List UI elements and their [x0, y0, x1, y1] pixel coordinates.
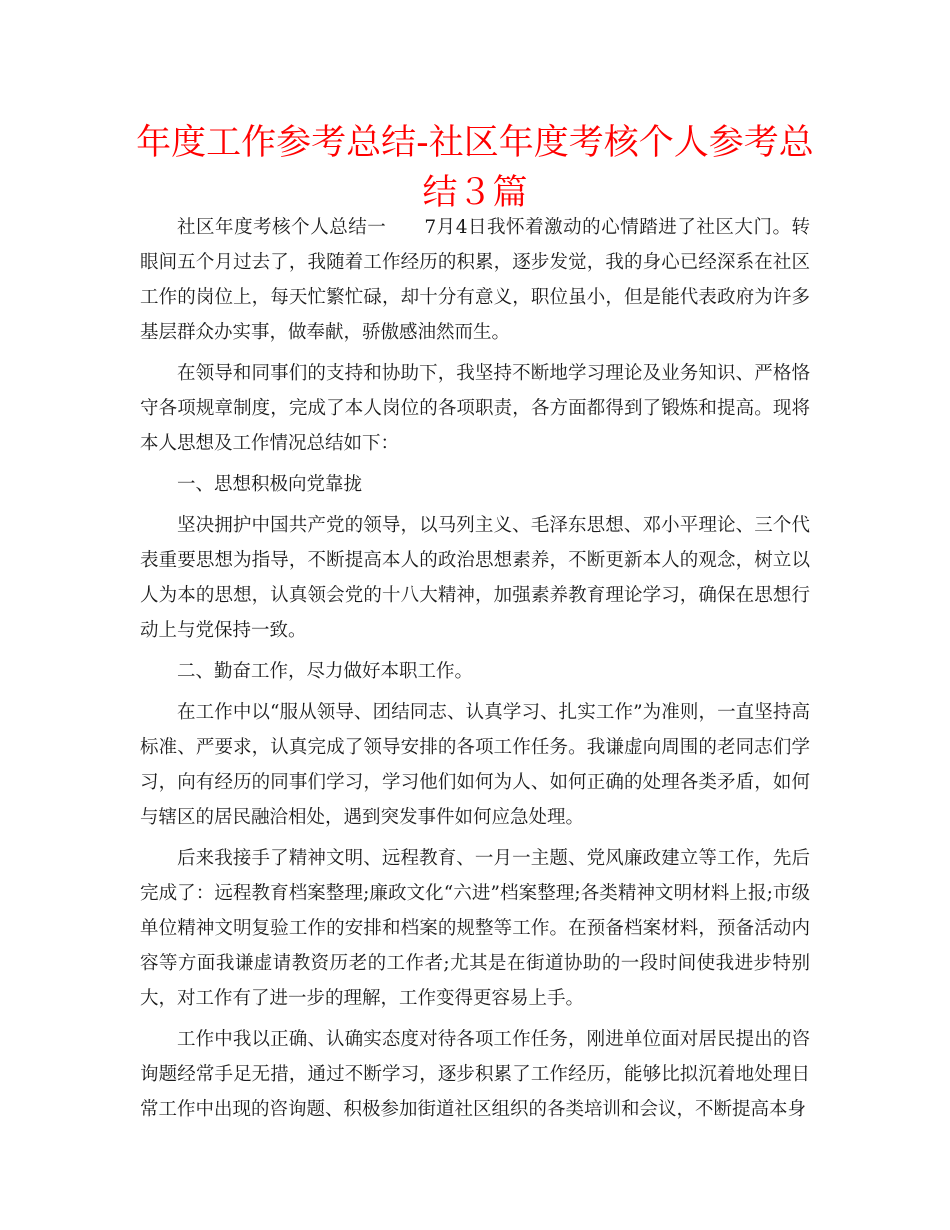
paragraph-tasks: 后来我接手了精神文明、远程教育、一月一主题、党风廉政建立等工作，先后完成了：远程教育档案整理;廉政文化“六进”档案整理;各类精神文明材料上报;市级单位精神文明复验工作的安排和档案的规整等工作。在预备档案材料，预备活动内容等方面我谦虚请教资历老的工作者;尤其是在街道协助的一段时间使我进步特别大，对工作有了进一步的理解，工作变得更容易上手。	[140, 848, 810, 1009]
document-title: 年度工作参考总结-社区年度考核个人参考总结３篇	[136, 123, 814, 213]
paragraph-intro: 社区年度考核个人总结一 7月4日我怀着激动的心情踏进了社区大门。转眼间五个月过去了，我随着工作经历的积累，逐步发觉，我的身心已经深系在社区工作的岗位上，每天忙繁忙碌，却十分有意义，职位虽小，但是能代表政府为许多基层群众办实事，做奉献，骄傲感油然而生。	[140, 217, 810, 343]
document-body	[140, 210, 810, 1133]
section-heading-1: 一、思想积极向党靠拢	[177, 474, 363, 495]
paragraph-ideology: 坚决拥护中国共产党的领导，以马列主义、毛泽东思想、邓小平理论、三个代表重要思想为指导，不断提高本人的政治思想素养，不断更新本人的观念，树立以人为本的思想，认真领会党的十八大精神，加强素养教育理论学习，确保在思想行动上与党保持一致。	[140, 515, 810, 641]
paragraph-attitude: 工作中我以正确、认确实态度对待各项工作任务，刚进单位面对居民提出的咨询题经常手足无措，通过不断学习，逐步积累了工作经历，能够比拟沉着地处理日常工作中出现的咨询题、积极参加街道社区组织的各类培训和会议，不断提高本身	[140, 1029, 810, 1120]
paragraph-support: 在领导和同事们的支持和协助下，我坚持不断地学习理论及业务知识、严格恪守各项规章制度，完成了本人岗位的各项职责，各方面都得到了锻炼和提高。现将本人思想及工作情况总结如下：	[140, 363, 810, 454]
paragraph-work-principles: 在工作中以“服从领导、团结同志、认真学习、扎实工作”为准则，一直坚持高标准、严要求，认真完成了领导安排的各项工作任务。我谦虚向周围的老同志们学习，向有经历的同事们学习，学习他们如何为人、如何正确的处理各类矛盾，如何与辖区的居民融洽相处，遇到突发事件如何应急处理。	[140, 702, 810, 828]
section-heading-2: 二、勤奋工作，尽力做好本职工作。	[177, 661, 474, 682]
